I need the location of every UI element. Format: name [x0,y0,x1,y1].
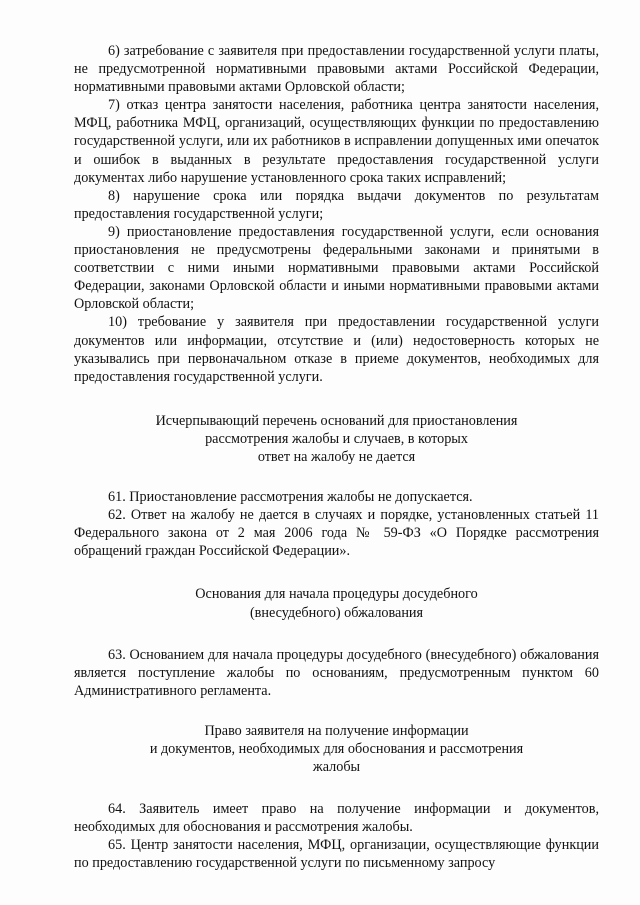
document-body [74,42,599,873]
paragraph-62: 62. Ответ на жалобу не дается в случаях и порядке, установленных статьей 11 Федерального закона от 2 мая 2006 года № 59-ФЗ «О Порядке рассмотрения обращений граждан Российской Федерации». [74,507,599,560]
list-item-8: 8) нарушение срока или порядка выдачи документов по результатам предоставления государственной услуги; [74,187,599,222]
paragraph-61: 61. Приостановление рассмотрения жалобы не допускается. [108,489,473,506]
heading-line: рассмотрения жалобы и случаев, в которых [205,430,468,447]
heading-line: Право заявителя на получение информации [204,722,469,739]
section-heading-rights [74,722,599,776]
heading-line: Основания для начала процедуры досудебного [195,586,478,603]
list-item-10: 10) требование у заявителя при предоставлении государственной услуги документов или информации, отсутствие и (или) недостоверность которых не указывались при первоначальном отказе в приеме документов, необходимых для предоставления государственной услуги. [74,314,599,385]
section-heading-suspension [74,412,599,466]
heading-line: ответ на жалобу не дается [257,448,416,465]
heading-line: жалобы [312,759,361,776]
heading-line: (внесудебного) обжалования [249,604,424,621]
paragraph-64: 64. Заявитель имеет право на получение информации и документов, необходимых для обоснования и рассмотрения жалобы. [74,801,599,836]
paragraph-65: 65. Центр занятости населения, МФЦ, организации, осуществляющие функции по предоставлению государственной услуги по письменному запросу [74,837,599,872]
heading-line: и документов, необходимых для обоснования и рассмотрения [149,741,524,757]
list-item-7: 7) отказ центра занятости населения, работника центра занятости населения, МФЦ, работника МФЦ, организаций, осуществляющих функции по предоставлению государственной услуги, или их работников в исправлении допущенных ими опечаток и ошибок в выданных в результате предоставления государственной услуги документах либо нарушение установленного срока таких исправлений; [74,97,599,186]
list-item-6: 6) затребование с заявителя при предоставлении государственной услуги платы, не предусмотренной нормативными правовыми актами Российской Федерации, нормативными правовыми актами Орловской области; [74,43,599,96]
heading-line: Исчерпывающий перечень оснований для приостановления [155,412,518,429]
paragraph-63: 63. Основанием для начала процедуры досудебного (внесудебного) обжалования является поступление жалобы по основаниям, предусмотренным пунктом 60 Административного регламента. [74,646,599,699]
section-heading-grounds [74,585,599,621]
list-item-9: 9) приостановление предоставления государственной услуги, если основания приостановления не предусмотрены федеральными законами и принятыми в соответствии с ними иными нормативными правовыми актами Российской Федерации, законами Орловской области и иными нормативными правовыми актами Орловской области; [74,223,599,313]
